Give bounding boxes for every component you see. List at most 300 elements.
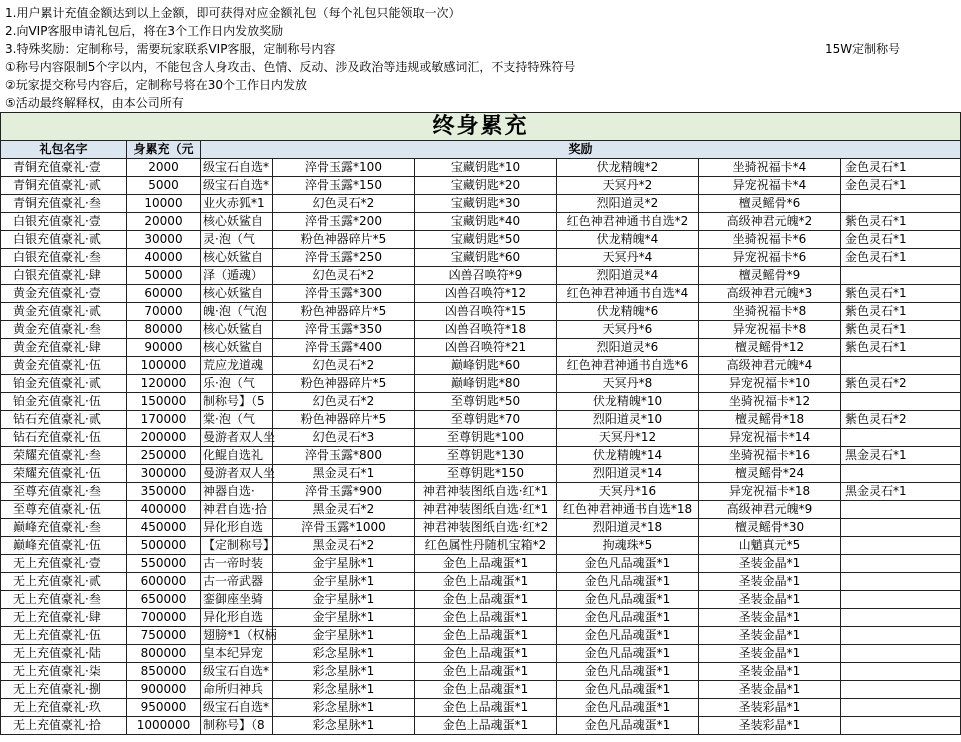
reward-cell: 金色凡品魂蛋*1 [557,573,699,591]
reward-cell: 红色属性丹随机宝箱*2 [415,537,557,555]
reward-cell: 烈阳道灵*18 [557,519,699,537]
amount-cell: 90000 [127,339,201,357]
reward-cell: 淬骨玉露*800 [273,447,415,465]
reward-cell: 灵·泡（气 [201,231,273,249]
amount-cell: 50000 [127,267,201,285]
reward-cell: 古一帝武器 [201,573,273,591]
reward-cell: 烈阳道灵*10 [557,411,699,429]
package-name-cell: 无上充值豪礼·贰 [1,573,127,591]
reward-cell: 彩念星脉*1 [273,699,415,717]
table-row [1,537,961,555]
package-name-cell: 白银充值豪礼·肆 [1,267,127,285]
amount-cell: 80000 [127,321,201,339]
reward-cell: 业火赤狐*1 [201,195,273,213]
package-name-cell: 无上充值豪礼·拾 [1,717,127,735]
table-row [1,375,961,393]
reward-cell [841,663,961,681]
reward-cell: 伏龙精魄*4 [557,231,699,249]
amount-cell: 400000 [127,501,201,519]
reward-cell: 至尊钥匙*130 [415,447,557,465]
table-row [1,645,961,663]
reward-cell: 幻色灵石*3 [273,429,415,447]
amount-cell: 700000 [127,609,201,627]
amount-cell: 10000 [127,195,201,213]
reward-cell: 粉色神器碎片*5 [273,375,415,393]
reward-cell: 黑金灵石*1 [841,483,961,501]
reward-cell: 圣装金晶*1 [699,609,841,627]
package-name-cell: 铂金充值豪礼·贰 [1,375,127,393]
reward-cell: 高级神君元魄*3 [699,285,841,303]
reward-cell: 黑金灵石*2 [273,501,415,519]
reward-cell [841,393,961,411]
reward-cell: 【定制称号】 [201,537,273,555]
reward-cell: 魄·泡（气泡 [201,303,273,321]
reward-cell: 神器自选· [201,483,273,501]
reward-cell: 异宠祝福卡*10 [699,375,841,393]
reward-cell: 檀灵鳐骨*30 [699,519,841,537]
reward-cell: 淬骨玉露*1000 [273,519,415,537]
reward-cell: 彩念星脉*1 [273,645,415,663]
reward-cell: 黑金灵石*1 [273,465,415,483]
reward-cell: 銮御座坐骑 [201,591,273,609]
side-note: 15W定制称号 [825,42,901,56]
reward-cell: 宝藏钥匙*40 [415,213,557,231]
amount-cell: 170000 [127,411,201,429]
reward-cell: 金色上品魂蛋*1 [415,645,557,663]
table-row [1,303,961,321]
reward-cell: 天冥丹*6 [557,321,699,339]
reward-cell [841,591,961,609]
reward-cell: 级宝石自选* [201,699,273,717]
reward-cell: 幻色灵石*2 [273,357,415,375]
reward-cell: 淬骨玉露*200 [273,213,415,231]
reward-cell: 金色上品魂蛋*1 [415,717,557,735]
amount-cell: 40000 [127,249,201,267]
reward-cell: 紫色灵石*1 [841,285,961,303]
reward-cell [841,555,961,573]
package-name-cell: 白银充值豪礼·壹 [1,213,127,231]
reward-cell: 异宠祝福卡*8 [699,321,841,339]
reward-cell: 高级神君元魄*4 [699,357,841,375]
table-row [1,177,961,195]
package-name-cell: 钻石充值豪礼·伍 [1,429,127,447]
note-line: 1.用户累计充值金额达到以上金额，即可获得对应金额礼包（每个礼包只能领取一次） [5,6,461,20]
reward-cell: 核心妖鲨自 [201,213,273,231]
reward-cell: 级宝石自选* [201,663,273,681]
reward-cell: 紫色灵石*1 [841,213,961,231]
reward-cell [841,501,961,519]
amount-cell: 550000 [127,555,201,573]
table-row [1,267,961,285]
reward-cell: 至尊钥匙*100 [415,429,557,447]
reward-cell: 淬骨玉露*350 [273,321,415,339]
package-name-cell: 无上充值豪礼·叁 [1,591,127,609]
reward-cell: 彩念星脉*1 [273,681,415,699]
package-name-cell: 无上充值豪礼·陆 [1,645,127,663]
reward-cell: 坐骑祝福卡*6 [699,231,841,249]
reward-cell: 粉色神器碎片*5 [273,411,415,429]
table-row [1,339,961,357]
reward-cell [841,519,961,537]
reward-cell: 凶兽召唤符*18 [415,321,557,339]
reward-cell: 金色凡品魂蛋*1 [557,645,699,663]
sheet-title: 终身累充 [1,113,961,141]
reward-cell: 圣装彩晶*1 [699,717,841,735]
reward-cell: 异宠祝福卡*4 [699,177,841,195]
header-amount: 身累充（元 [127,141,201,159]
reward-cell: 金色凡品魂蛋*1 [557,609,699,627]
header-name: 礼包名字 [1,141,127,159]
reward-cell: 黑金灵石*1 [841,447,961,465]
reward-cell: 至尊钥匙*150 [415,465,557,483]
amount-cell: 20000 [127,213,201,231]
amount-cell: 850000 [127,663,201,681]
package-name-cell: 至尊充值豪礼·叁 [1,483,127,501]
reward-cell: 神君神装图纸自选·红*1 [415,483,557,501]
reward-cell: 檀灵鳐骨*24 [699,465,841,483]
reward-cell: 粉色神器碎片*5 [273,303,415,321]
reward-cell: 圣装金晶*1 [699,555,841,573]
table-row [1,609,961,627]
reward-cell: 圣装彩晶*1 [699,699,841,717]
reward-cell [841,627,961,645]
table-row [1,717,961,735]
reward-cell: 巅峰钥匙*60 [415,357,557,375]
package-name-cell: 无上充值豪礼·玖 [1,699,127,717]
reward-cell [841,609,961,627]
reward-cell: 粉色神器碎片*5 [273,231,415,249]
package-name-cell: 白银充值豪礼·叁 [1,249,127,267]
reward-cell: 檀灵鳐骨*6 [699,195,841,213]
reward-cell: 金色上品魂蛋*1 [415,699,557,717]
reward-cell: 泽（遁魂） [201,267,273,285]
package-name-cell: 巅峰充值豪礼·叁 [1,519,127,537]
reward-cell: 红色神君神通书自选*2 [557,213,699,231]
amount-cell: 600000 [127,573,201,591]
reward-cell [841,717,961,735]
reward-cell: 核心妖鲨自 [201,339,273,357]
reward-cell [841,537,961,555]
reward-cell: 宝藏钥匙*20 [415,177,557,195]
table-row [1,321,961,339]
reward-cell: 幻色灵石*2 [273,393,415,411]
reward-cell [841,465,961,483]
amount-cell: 350000 [127,483,201,501]
reward-cell: 宝藏钥匙*10 [415,159,557,177]
reward-cell: 凶兽召唤符*15 [415,303,557,321]
reward-cell: 淬骨玉露*150 [273,177,415,195]
reward-cell: 金色上品魂蛋*1 [415,609,557,627]
reward-cell: 金色凡品魂蛋*1 [557,681,699,699]
package-name-cell: 巅峰充值豪礼·伍 [1,537,127,555]
package-name-cell: 无上充值豪礼·捌 [1,681,127,699]
reward-cell: 淬骨玉露*400 [273,339,415,357]
reward-cell: 淬骨玉露*250 [273,249,415,267]
reward-cell: 紫色灵石*2 [841,411,961,429]
note-line: 2.向VIP客服申请礼包后，将在3个工作日内发放奖励 [5,24,284,38]
table-row [1,357,961,375]
reward-cell: 烈阳道灵*6 [557,339,699,357]
amount-cell: 100000 [127,357,201,375]
amount-cell: 250000 [127,447,201,465]
recharge-table [0,112,961,735]
amount-cell: 300000 [127,465,201,483]
reward-cell: 圣装金晶*1 [699,591,841,609]
reward-cell: 翅膀*1（权柄 [201,627,273,645]
reward-cell: 神君神装图纸自选·红*1 [415,501,557,519]
reward-cell: 红色神君神通书自选*4 [557,285,699,303]
reward-cell: 拘魂珠*5 [557,537,699,555]
reward-cell: 至尊钥匙*50 [415,393,557,411]
package-name-cell: 青铜充值豪礼·叁 [1,195,127,213]
reward-cell: 天冥丹*12 [557,429,699,447]
reward-cell: 宝藏钥匙*50 [415,231,557,249]
table-row [1,231,961,249]
reward-cell: 金色凡品魂蛋*1 [557,591,699,609]
reward-cell: 圣装金晶*1 [699,627,841,645]
amount-cell: 800000 [127,645,201,663]
reward-cell: 古一帝时装 [201,555,273,573]
reward-cell: 核心妖鲨自 [201,249,273,267]
table-row [1,483,961,501]
header-rewards: 奖励 [201,141,961,159]
reward-cell: 级宝石自选* [201,177,273,195]
reward-cell: 金色凡品魂蛋*1 [557,627,699,645]
table-row [1,249,961,267]
amount-cell: 950000 [127,699,201,717]
reward-cell: 檀灵鳐骨*12 [699,339,841,357]
package-name-cell: 荣耀充值豪礼·叁 [1,447,127,465]
reward-cell: 凶兽召唤符*21 [415,339,557,357]
reward-cell: 坐骑祝福卡*16 [699,447,841,465]
table-row [1,627,961,645]
amount-cell: 150000 [127,393,201,411]
reward-cell: 金色上品魂蛋*1 [415,663,557,681]
reward-cell: 凶兽召唤符*9 [415,267,557,285]
amount-cell: 2000 [127,159,201,177]
reward-cell: 檀灵鳐骨*18 [699,411,841,429]
amount-cell: 5000 [127,177,201,195]
table-row [1,501,961,519]
reward-cell: 淬骨玉露*100 [273,159,415,177]
table-row [1,465,961,483]
amount-cell: 60000 [127,285,201,303]
reward-cell [841,429,961,447]
note-line: ⑤活动最终解释权，由本公司所有 [5,96,184,110]
reward-cell: 金色上品魂蛋*1 [415,555,557,573]
reward-cell: 红色神君神通书自选*18 [557,501,699,519]
amount-cell: 650000 [127,591,201,609]
reward-cell: 高级神君元魄*9 [699,501,841,519]
reward-cell [841,195,961,213]
reward-cell [841,573,961,591]
reward-cell: 金色灵石*1 [841,231,961,249]
package-name-cell: 青铜充值豪礼·壹 [1,159,127,177]
package-name-cell: 无上充值豪礼·伍 [1,627,127,645]
reward-cell: 伏龙精魄*14 [557,447,699,465]
reward-cell: 坐骑祝福卡*8 [699,303,841,321]
table-row [1,447,961,465]
reward-cell: 天冥丹*4 [557,249,699,267]
reward-cell: 化鲲自选礼 [201,447,273,465]
amount-cell: 30000 [127,231,201,249]
amount-cell: 750000 [127,627,201,645]
package-name-cell: 荣耀充值豪礼·伍 [1,465,127,483]
package-name-cell: 黄金充值豪礼·伍 [1,357,127,375]
table-row [1,285,961,303]
reward-cell: 荒应龙道魂 [201,357,273,375]
reward-cell: 紫色灵石*1 [841,303,961,321]
reward-cell: 金宇星脉*1 [273,591,415,609]
reward-cell: 黑金灵石*2 [273,537,415,555]
reward-cell: 天冥丹*8 [557,375,699,393]
reward-cell: 凶兽召唤符*12 [415,285,557,303]
package-name-cell: 无上充值豪礼·肆 [1,609,127,627]
package-name-cell: 无上充值豪礼·柒 [1,663,127,681]
reward-cell: 金色灵石*1 [841,249,961,267]
package-name-cell: 黄金充值豪礼·叁 [1,321,127,339]
reward-cell: 乐·泡（气 [201,375,273,393]
reward-cell: 曼游者双人坐 [201,465,273,483]
reward-cell: 彩念星脉*1 [273,663,415,681]
reward-cell: 宝藏钥匙*30 [415,195,557,213]
amount-cell: 500000 [127,537,201,555]
reward-cell: 巅峰钥匙*80 [415,375,557,393]
reward-cell: 神君神装图纸自选·红*2 [415,519,557,537]
reward-cell: 淬骨玉露*300 [273,285,415,303]
reward-cell: 异化形自选 [201,519,273,537]
reward-cell: 异化形自选 [201,609,273,627]
reward-cell [841,267,961,285]
reward-cell: 天冥丹*16 [557,483,699,501]
package-name-cell: 青铜充值豪礼·贰 [1,177,127,195]
reward-cell: 天冥丹*2 [557,177,699,195]
note-line: ②玩家提交称号内容后，定制称号将在30个工作日内发放 [5,78,308,92]
reward-cell: 淬骨玉露*900 [273,483,415,501]
package-name-cell: 铂金充值豪礼·伍 [1,393,127,411]
reward-cell: 核心妖鲨自 [201,321,273,339]
reward-cell: 坐骑祝福卡*4 [699,159,841,177]
reward-cell [841,681,961,699]
table-row [1,699,961,717]
package-name-cell: 黄金充值豪礼·肆 [1,339,127,357]
reward-cell: 金宇星脉*1 [273,627,415,645]
reward-cell: 圣装金晶*1 [699,681,841,699]
reward-cell: 高级神君元魄*2 [699,213,841,231]
reward-cell: 皇本纪异宠 [201,645,273,663]
reward-cell: 宝藏钥匙*60 [415,249,557,267]
reward-cell: 金色凡品魂蛋*1 [557,663,699,681]
reward-cell: 彩念星脉*1 [273,717,415,735]
reward-cell: 金宇星脉*1 [273,573,415,591]
reward-cell: 紫色灵石*1 [841,339,961,357]
header-row [1,141,961,159]
reward-cell: 金色灵石*1 [841,159,961,177]
reward-cell: 金色上品魂蛋*1 [415,681,557,699]
reward-cell: 圣装金晶*1 [699,645,841,663]
reward-cell: 金宇星脉*1 [273,609,415,627]
reward-cell: 金色上品魂蛋*1 [415,573,557,591]
amount-cell: 1000000 [127,717,201,735]
reward-cell: 山魈真元*5 [699,537,841,555]
table-row [1,195,961,213]
package-name-cell: 至尊充值豪礼·伍 [1,501,127,519]
amount-cell: 450000 [127,519,201,537]
reward-cell: 异宠祝福卡*18 [699,483,841,501]
reward-cell: 圣装金晶*1 [699,573,841,591]
reward-cell [841,357,961,375]
reward-cell: 幻色灵石*2 [273,267,415,285]
amount-cell: 70000 [127,303,201,321]
reward-cell [841,699,961,717]
reward-cell: 核心妖鲨自 [201,285,273,303]
reward-cell: 命所归神兵 [201,681,273,699]
title-row [1,113,961,141]
reward-cell: 紫色灵石*1 [841,321,961,339]
table-row [1,159,961,177]
note-line: 3.特殊奖励：定制称号，需要玩家联系VIP客服，定制称号内容 [5,42,336,56]
table-row [1,573,961,591]
package-name-cell: 钻石充值豪礼·贰 [1,411,127,429]
reward-cell: 烈阳道灵*2 [557,195,699,213]
reward-cell: 金色凡品魂蛋*1 [557,699,699,717]
reward-cell: 烈阳道灵*4 [557,267,699,285]
table-row [1,393,961,411]
reward-cell [841,645,961,663]
table-row [1,591,961,609]
reward-cell: 制称号】（8 [201,717,273,735]
reward-cell: 异宠祝福卡*6 [699,249,841,267]
reward-cell: 棠·泡（气 [201,411,273,429]
reward-cell: 金色凡品魂蛋*1 [557,717,699,735]
reward-cell: 檀灵鳐骨*9 [699,267,841,285]
reward-cell: 伏龙精魄*6 [557,303,699,321]
amount-cell: 120000 [127,375,201,393]
reward-cell: 至尊钥匙*70 [415,411,557,429]
table-row [1,681,961,699]
package-name-cell: 黄金充值豪礼·贰 [1,303,127,321]
package-name-cell: 无上充值豪礼·壹 [1,555,127,573]
amount-cell: 200000 [127,429,201,447]
table-row [1,213,961,231]
reward-cell: 金色灵石*1 [841,177,961,195]
package-name-cell: 黄金充值豪礼·壹 [1,285,127,303]
reward-cell: 幻色灵石*2 [273,195,415,213]
reward-cell: 烈阳道灵*14 [557,465,699,483]
reward-cell: 伏龙精魄*10 [557,393,699,411]
package-name-cell: 白银充值豪礼·贰 [1,231,127,249]
reward-cell: 坐骑祝福卡*12 [699,393,841,411]
reward-cell: 紫色灵石*2 [841,375,961,393]
reward-cell: 曼游者双人坐 [201,429,273,447]
note-line: ①称号内容限制5个字以内，不能包含人身攻击、色情、反动、涉及政治等违规或敏感词汇，不支持特殊符号 [5,60,576,74]
table-row [1,429,961,447]
reward-cell: 金宇星脉*1 [273,555,415,573]
table-row [1,555,961,573]
reward-cell: 异宠祝福卡*14 [699,429,841,447]
reward-cell: 红色神君神通书自选*6 [557,357,699,375]
reward-cell: 金色上品魂蛋*1 [415,627,557,645]
reward-cell: 伏龙精魄*2 [557,159,699,177]
table-row [1,411,961,429]
reward-cell: 级宝石自选* [201,159,273,177]
reward-cell: 神君自选·拾 [201,501,273,519]
reward-cell: 金色上品魂蛋*1 [415,591,557,609]
table-row [1,519,961,537]
reward-cell: 制称号】（5 [201,393,273,411]
reward-cell: 圣装金晶*1 [699,663,841,681]
table-row [1,663,961,681]
